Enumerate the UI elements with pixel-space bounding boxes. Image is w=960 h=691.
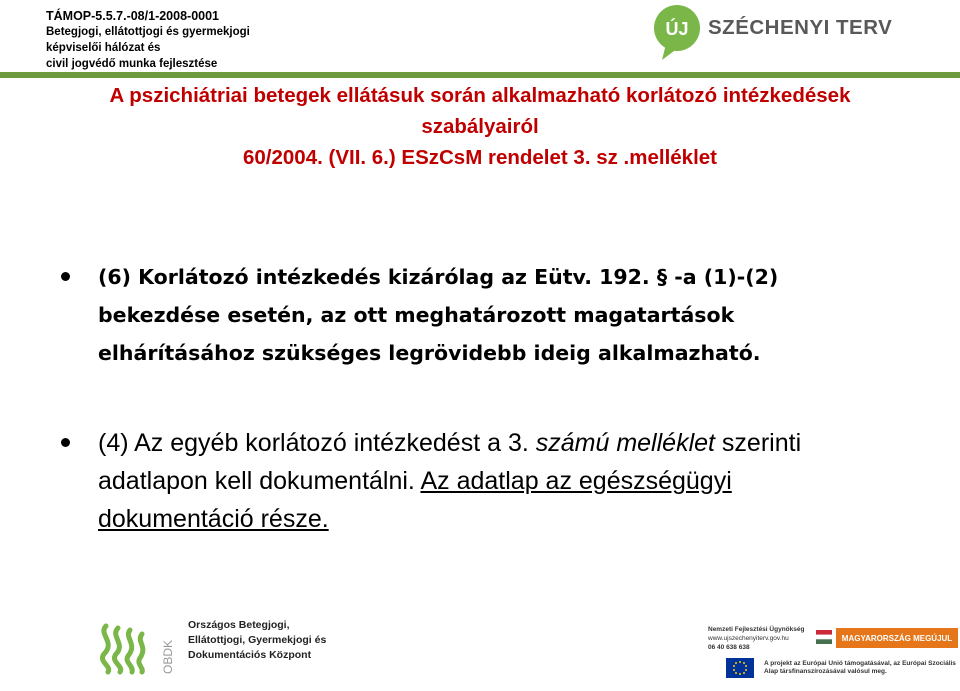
title-line: A pszichiátriai betegek ellátásuk során alkalmazható korlátozó intézkedések bbox=[109, 84, 851, 107]
obdk-vertical-text: OBDK bbox=[161, 639, 175, 674]
slide-title bbox=[40, 80, 920, 173]
agency-web: www.ujszechenyiterv.gov.hu bbox=[708, 635, 789, 642]
uj-badge-text: ÚJ bbox=[665, 19, 689, 39]
obdk-name bbox=[188, 618, 358, 663]
hungary-renews-badge: MAGYARORSZÁG MEGÚJUL bbox=[836, 628, 958, 648]
eu-funding-block bbox=[706, 614, 960, 691]
bullet-text-underlined: Az adatlap az egészségügyi dokumentáció része. bbox=[98, 467, 732, 533]
agency-name: Nemzeti Fejlesztési Ügynökség bbox=[708, 626, 805, 633]
bullet-item bbox=[98, 424, 878, 538]
bullet-text: szerinti adatlapon kell dokumentálni. bbox=[98, 429, 802, 495]
title-line: szabályairól bbox=[421, 115, 539, 138]
obdk-line: Ellátottjogi, Gyermekjogi és bbox=[188, 634, 327, 646]
title-line: 60/2004. (VII. 6.) ESzCsM rendelet 3. sz .melléklet bbox=[243, 146, 717, 169]
project-code: TÁMOP-5.5.7.-08/1-2008-0001 bbox=[46, 9, 220, 23]
project-header bbox=[46, 8, 306, 72]
szechenyi-terv-logo bbox=[652, 4, 952, 64]
bullet-text: (4) Az egyéb korlátozó intézkedést a 3. bbox=[98, 429, 536, 457]
header-divider bbox=[0, 72, 960, 78]
bullet-text: (6) Korlátozó intézkedés kizárólag az Eütv. 192. § -a (1)-(2) bekezdése esetén, az ott meghatározott magatartások elhárításához szükséges legrövidebb ideig alkalmazható. bbox=[98, 265, 779, 365]
project-line: Betegjogi, ellátottjogi és gyermekjogi bbox=[46, 26, 250, 38]
logo-text: SZÉCHENYI TERV bbox=[708, 16, 893, 39]
project-line: civil jogvédő munka fejlesztése bbox=[46, 58, 218, 70]
obdk-line: Országos Betegjogi, bbox=[188, 619, 290, 631]
project-line: képviselői hálózat és bbox=[46, 42, 161, 54]
bullet-dot-icon bbox=[61, 438, 70, 447]
obdk-line: Dokumentációs Központ bbox=[188, 649, 312, 661]
bullet-item bbox=[98, 258, 878, 372]
hungarian-flag-icon bbox=[816, 630, 832, 644]
agency-phone: 06 40 638 638 bbox=[708, 644, 750, 651]
obdk-logo bbox=[96, 612, 356, 691]
bullet-dot-icon bbox=[61, 272, 70, 281]
eu-funding-text: A projekt az Európai Unió támogatásával, az Európai Szociális Alap társfinanszírozásával valósul meg. bbox=[764, 660, 956, 675]
uj-badge-icon bbox=[652, 4, 708, 64]
obdk-emblem-icon bbox=[96, 612, 186, 682]
eu-flag-icon bbox=[726, 658, 754, 678]
bullet-text-italic: számú melléklet bbox=[535, 429, 715, 457]
